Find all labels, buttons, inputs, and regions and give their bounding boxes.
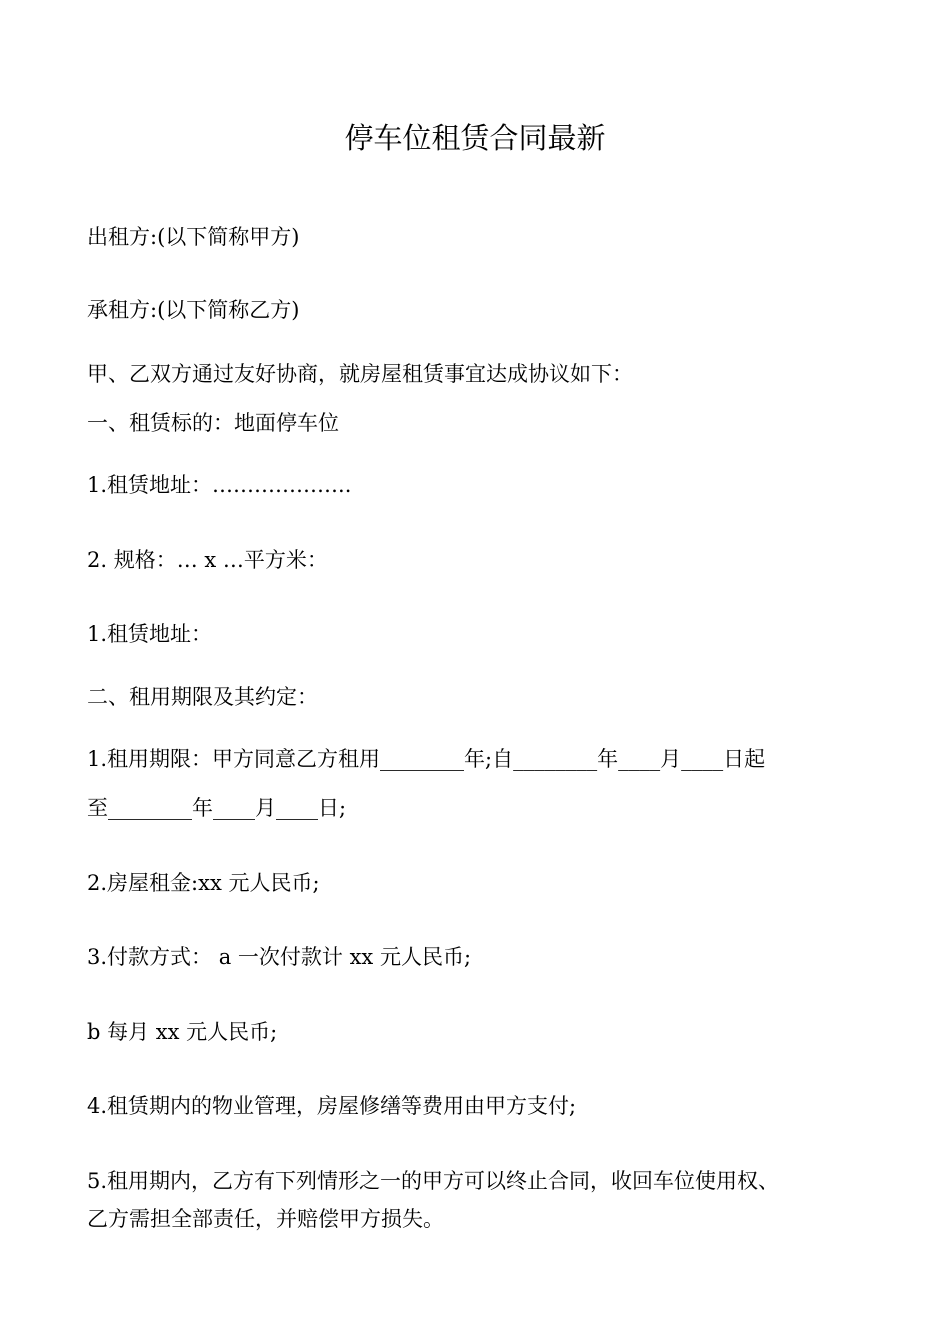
section-2-heading: 二、租用期限及其约定：	[87, 685, 318, 709]
lessor-line: 出租方:(以下简称甲方)	[87, 225, 300, 249]
lessee-line: 承租方:(以下简称乙方)	[87, 298, 300, 322]
lease-address: 1.租赁地址：	[87, 622, 213, 646]
lease-term-line-2: 至________年____月____日;	[87, 796, 347, 820]
rent-line: 2.房屋租金:xx 元人民币;	[87, 871, 320, 895]
payment-method-b: b 每月 xx 元人民币;	[87, 1020, 278, 1044]
agreement-intro: 甲、乙双方通过友好协商，就房屋租赁事宜达成协议如下：	[87, 362, 633, 386]
document-title: 停车位租赁合同最新	[344, 121, 606, 155]
termination-line-2: 乙方需担全部责任，并赔偿甲方损失。	[87, 1207, 444, 1231]
termination-line-1: 5.租用期内，乙方有下列情形之一的甲方可以终止合同，收回车位使用权、	[87, 1169, 780, 1193]
lease-term-line-1: 1.租用期限：甲方同意乙方租用________年;自________年____月____日起	[87, 747, 766, 771]
section-1-heading: 一、租赁标的：地面停车位	[87, 411, 339, 435]
property-fees-line: 4.租赁期内的物业管理，房屋修缮等费用由甲方支付;	[87, 1094, 577, 1118]
lease-address-dots: 1.租赁地址：………………..	[87, 473, 352, 497]
specification-line: 2. 规格：… x …平方米：	[87, 548, 328, 572]
payment-method-a: 3.付款方式： a 一次付款计 xx 元人民币;	[87, 945, 472, 969]
